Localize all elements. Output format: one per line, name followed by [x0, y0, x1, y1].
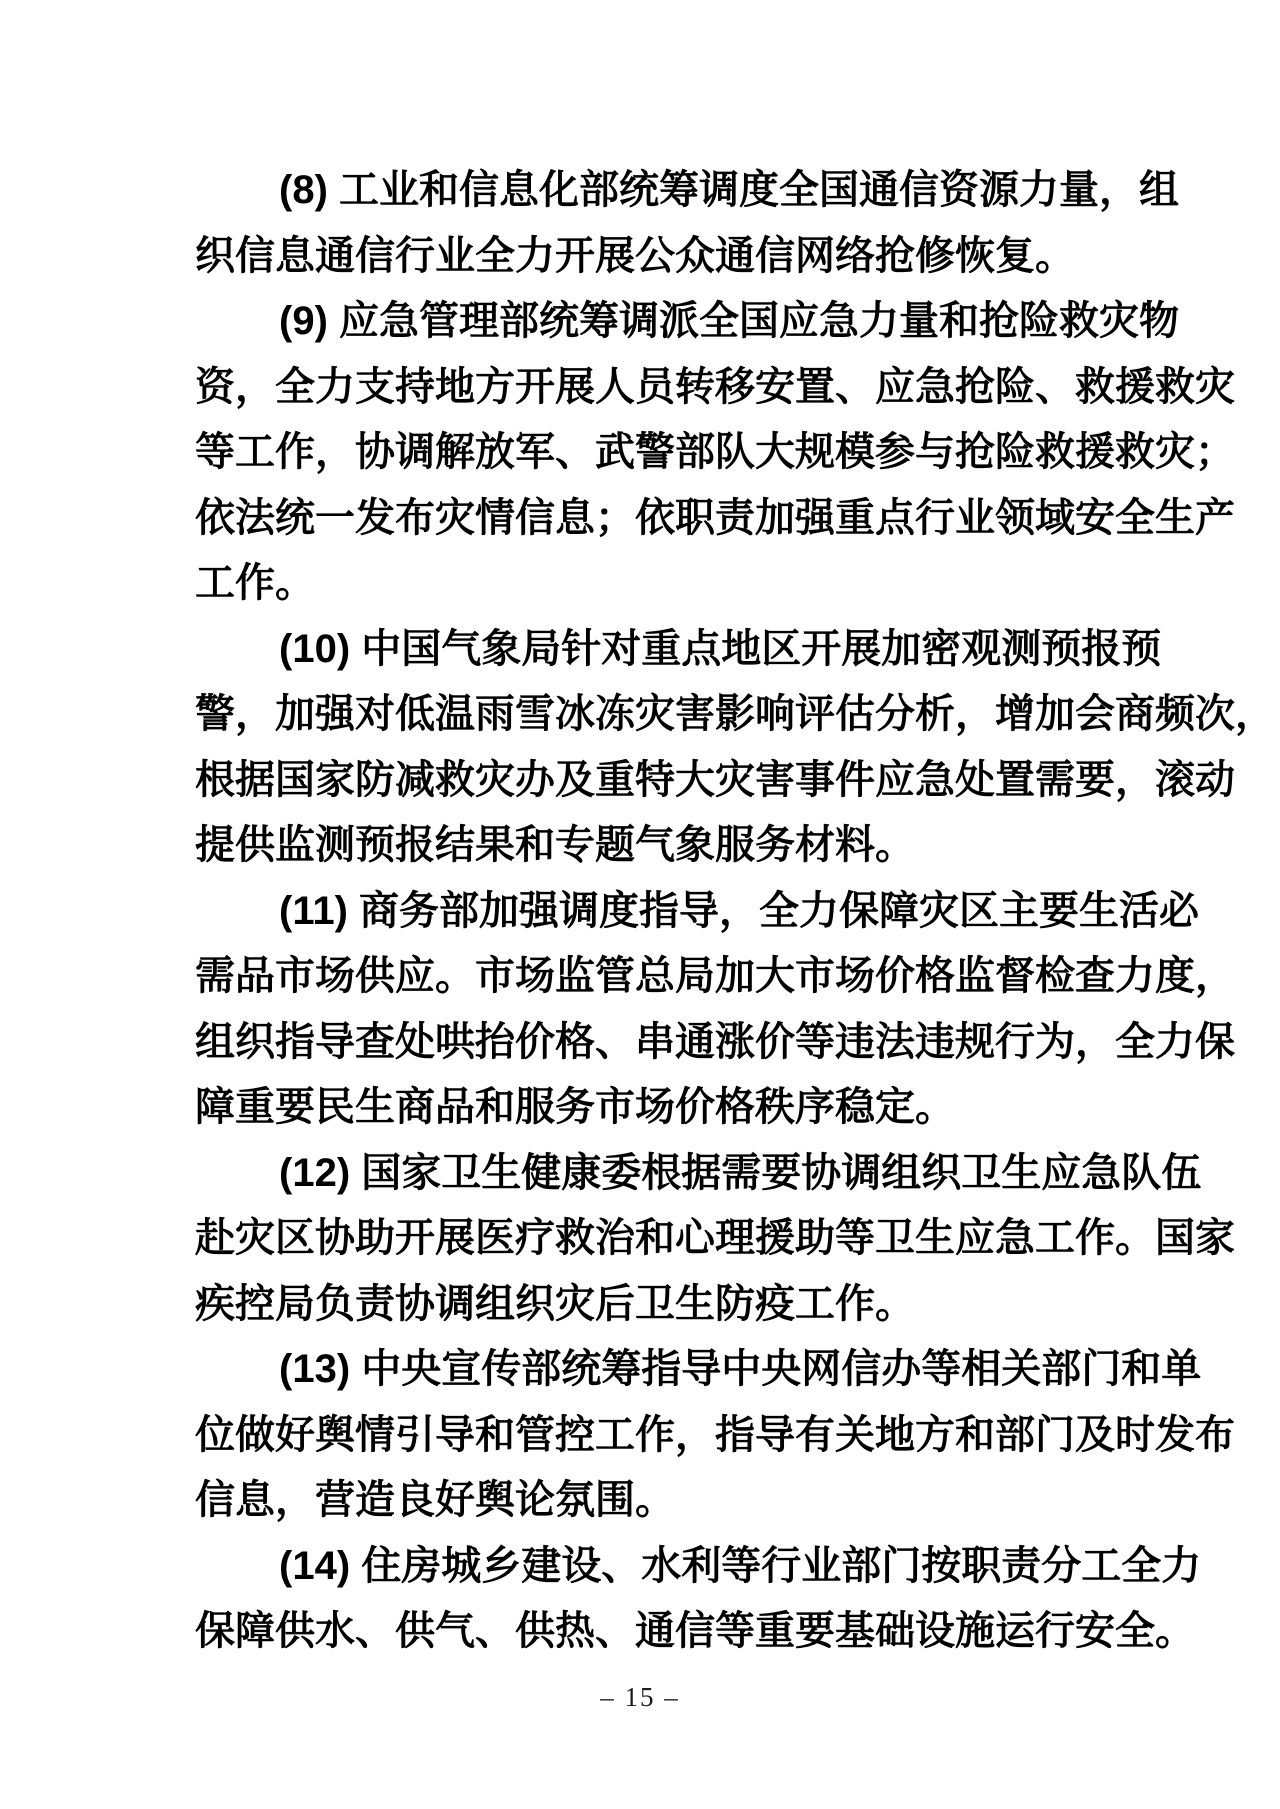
text-line: 需品市场供应。市场监管总局加大市场价格监督检查力度，	[195, 954, 1235, 998]
page-footer	[0, 1682, 1280, 1713]
page-number: – 15 –	[600, 1682, 680, 1712]
text-line: 赴灾区协助开展医疗救治和心理援助等卫生应急工作。国家	[195, 1216, 1235, 1260]
text-line: 工作。	[195, 561, 315, 605]
paragraph-11	[195, 879, 1235, 1141]
text-line: 信息，营造良好舆论氛围。	[195, 1478, 675, 1522]
text-line: 位做好舆情引导和管控工作，指导有关地方和部门及时发布	[195, 1412, 1235, 1457]
text-line: 根据国家防减救灾办及重特大灾害事件应急处置需要，滚动	[195, 757, 1235, 802]
paragraph-12	[195, 1141, 1235, 1338]
text-line: (14) 住房城乡建设、水利等行业部门按职责分工全力	[279, 1543, 1202, 1588]
text-line: 等工作，协调解放军、武警部队大规模参与抢险救援救灾；	[195, 430, 1235, 474]
text-line: (13) 中央宣传部统筹指导中央网信办等相关部门和单	[279, 1347, 1202, 1391]
paragraph-14	[195, 1534, 1202, 1665]
text-line: 依法统一发布灾情信息；依职责加强重点行业领域安全生产	[195, 495, 1235, 540]
document-body	[195, 158, 1275, 1665]
text-line: 组织指导查处哄抬价格、串通涨价等违法违规行为，全力保	[195, 1019, 1235, 1064]
text-line: (12) 国家卫生健康委根据需要协调组织卫生应急队伍	[279, 1150, 1202, 1195]
text-line: (11) 商务部加强调度指导，全力保障灾区主要生活必	[279, 888, 1200, 933]
text-line: 疾控局负责协调组织灾后卫生防疫工作。	[195, 1281, 915, 1326]
text-line: (8) 工业和信息化部统筹调度全国通信资源力量，组	[279, 168, 1179, 212]
text-line: (9) 应急管理部统筹调派全国应急力量和抢险救灾物	[279, 299, 1179, 343]
paragraph-13	[195, 1337, 1235, 1534]
paragraph-8	[195, 158, 1179, 289]
text-line: 障重要民生商品和服务市场价格秩序稳定。	[195, 1085, 955, 1129]
text-line: 提供监测预报结果和专题气象服务材料。	[195, 823, 915, 867]
paragraph-9	[195, 289, 1235, 617]
text-line: (10) 中国气象局针对重点地区开展加密观测预报预	[279, 626, 1162, 671]
text-line: 保障供水、供气、供热、通信等重要基础设施运行安全。	[195, 1609, 1195, 1653]
text-line: 警，加强对低温雨雪冰冻灾害影响评估分析，增加会商频次，	[195, 692, 1275, 736]
paragraph-10	[195, 617, 1275, 879]
text-line: 织信息通信行业全力开展公众通信网络抢修恢复。	[195, 233, 1075, 278]
text-line: 资，全力支持地方开展人员转移安置、应急抢险、救援救灾	[195, 364, 1235, 409]
